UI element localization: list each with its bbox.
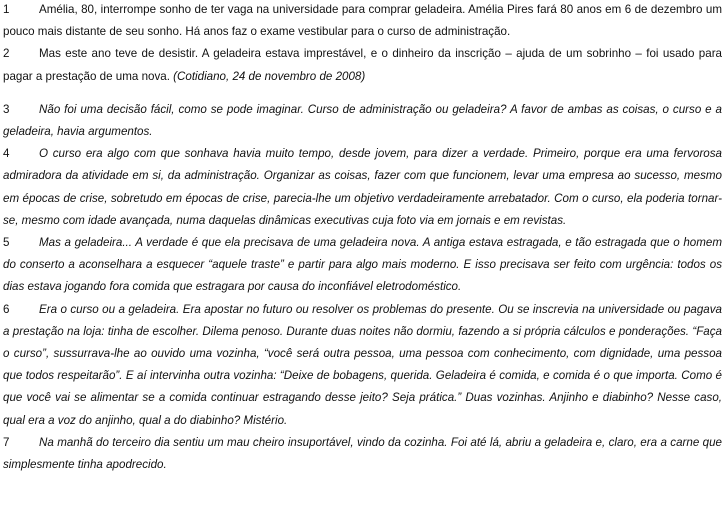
paragraph-number: 7 <box>3 435 10 449</box>
paragraph-number: 4 <box>3 147 10 161</box>
paragraph-7 <box>3 432 722 476</box>
paragraph-text: Na manhã do terceiro dia sentiu um mau cheiro insuportável, vindo da cozinha. Foi até lá, abriu a geladeira e, claro, era a carne que simplesmente tinha apodrecido. <box>3 435 722 472</box>
citation: (Cotidiano, 24 de novembro de 2008) <box>173 69 366 83</box>
paragraph-5 <box>3 232 722 299</box>
paragraph-2 <box>3 43 722 87</box>
paragraph-number: 6 <box>3 302 10 316</box>
paragraph-number: 2 <box>3 47 10 61</box>
paragraph-text: Era o curso ou a geladeira. Era apostar no futuro ou resolver os problemas do presente. Ou se inscrevia na universidade ou pagava a prestação na loja: tinha de escolher. Dilema penoso. Durante duas noites não dormiu, fazendo a si própria cálculos e ponderações. “Faça o curso”, sussurrava-lhe ao ouvido uma vozinha, “você será outra pessoa, uma pessoa com conhecimento, com dignidade, uma pessoa que todos respeitarão”. E aí intervinha outra vozinha: “Deixe de bobagens, querida. Geladeira é comida, e comida é o que importa. Como é que você vai se alimentar se a comida continuar estragando desse jeito? Seja prática.” Duas vozinhas. Anjinho e diabinho? Nesse caso, qual era a voz do anjinho, qual a do diabinho? Mistério. <box>3 302 722 427</box>
paragraph-number: 3 <box>3 102 10 116</box>
paragraph-text: O curso era algo com que sonhava havia muito tempo, desde jovem, para dizer a verdade. Primeiro, porque era uma fervorosa admiradora da atividade em si, da administração. Organizar as coisas, fazer com que funcionem, levar uma empresa ao sucesso, mesmo em épocas de crise, sobretudo em épocas de crise, parecia-lhe um objetivo verdadeiramente arrebatador. Com o curso, ela poderia tornar-se, mesmo com idade avançada, numa daquelas dinâmicas executivas cuja foto via em jornais e em revistas. <box>3 147 722 227</box>
spacer <box>3 88 722 99</box>
paragraph-number: 5 <box>3 236 10 250</box>
document-body <box>3 0 722 476</box>
paragraph-4 <box>3 143 722 232</box>
paragraph-6 <box>3 299 722 432</box>
paragraph-text: Amélia, 80, interrompe sonho de ter vaga na universidade para comprar geladeira. Amélia Pires fará 80 anos em 6 de dezembro um pouco mais distante de seu sonho. Há anos faz o exame vestibular para o curso de administração. <box>3 3 722 39</box>
paragraph-text: Mas a geladeira... A verdade é que ela precisava de uma geladeira nova. A antiga estava estragada, e tão estragada que o homem do conserto a aconselhara a esquecer “aquele traste” e partir para algo mais moderno. E isso precisava ser feito com urgência: todos os dias estava jogando fora comida que estragara por causa do inconfiável eletrodoméstico. <box>3 236 722 294</box>
paragraph-1 <box>3 0 722 43</box>
paragraph-text: Mas este ano teve de desistir. A geladeira estava imprestável, e o dinheiro da inscrição – ajuda de um sobrinho – foi usado para pagar a prestação de uma nova. <box>3 47 722 83</box>
paragraph-3 <box>3 99 722 143</box>
paragraph-number: 1 <box>3 3 10 16</box>
paragraph-text: Não foi uma decisão fácil, como se pode imaginar. Curso de administração ou geladeira? A favor de ambas as coisas, o curso e a geladeira, havia argumentos. <box>3 102 722 139</box>
